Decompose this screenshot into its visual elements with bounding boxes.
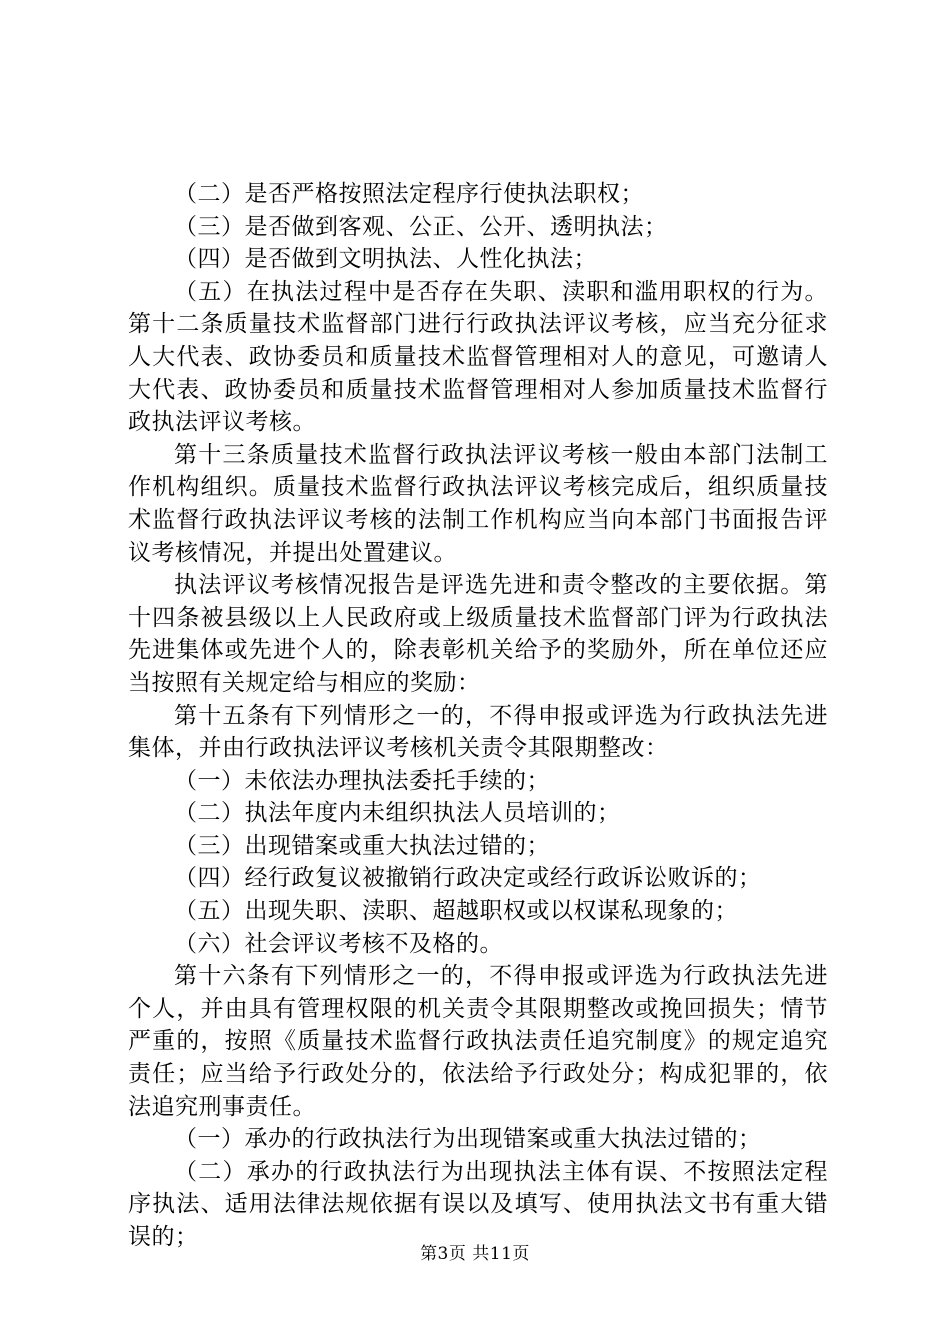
- paragraph-6: 执法评议考核情况报告是评选先进和责令整改的主要依据。第十四条被县级以上人民政府或上级质量技术监督部门评为行政执法先进集体或先进个人的，除表彰机关给予的奖励外，所在单位还应当按照有关规定给与相应的奖励：: [128, 572, 828, 696]
- paragraph-4: （五）在执法过程中是否存在失职、渎职和滥用职权的行为。第十二条质量技术监督部门进行行政执法评议考核，应当充分征求人大代表、政协委员和质量技术监督管理相对人的意见，可邀请人大代表、政协委员和质量技术监督管理相对人参加质量技术监督行政执法评议考核。: [128, 278, 828, 436]
- paragraph-12: （五）出现失职、渎职、超越职权或以权谋私现象的；: [174, 898, 738, 925]
- paragraph-3: （四）是否做到文明执法、人性化执法；: [174, 246, 597, 273]
- paragraph-13: （六）社会评议考核不及格的。: [174, 930, 503, 957]
- paragraph-7: 第十五条有下列情形之一的，不得申报或评选为行政执法先进集体，并由行政执法评议考核机关责令其限期整改：: [128, 702, 828, 762]
- paragraph-11: （四）经行政复议被撤销行政决定或经行政诉讼败诉的；: [174, 865, 762, 892]
- page-number: 第3页: [420, 1244, 467, 1264]
- paragraph-5: 第十三条质量技术监督行政执法评议考核一般由本部门法制工作机构组织。质量技术监督行政执法评议考核完成后，组织质量技术监督行政执法评议考核的法制工作机构应当向本部门书面报告评议考核情况，并提出处置建议。: [128, 441, 828, 566]
- paragraph-9: （二）执法年度内未组织执法人员培训的；: [174, 800, 621, 827]
- paragraph-1: （二）是否严格按照法定程序行使执法职权；: [174, 181, 644, 207]
- document-body: [128, 178, 828, 1254]
- paragraph-14: 第十六条有下列情形之一的，不得申报或评选为行政执法先进个人，并由具有管理权限的机关责令其限期整改或挽回损失；情节严重的，按照《质量技术监督行政执法责任追究制度》的规定追究责任；应当给予行政处分的，依法给予行政处分；构成犯罪的，依法追究刑事责任。: [128, 963, 828, 1120]
- paragraph-8: （一）未依法办理执法委托手续的；: [174, 767, 550, 794]
- paragraph-15: （一）承办的行政执法行为出现错案或重大执法过错的；: [174, 1126, 762, 1153]
- page-footer: [0, 1244, 950, 1264]
- paragraph-10: （三）出现错案或重大执法过错的；: [174, 832, 550, 859]
- paragraph-16: （二）承办的行政执法行为出现执法主体有误、不按照法定程序执法、适用法律法规依据有误以及填写、使用执法文书有重大错误的；: [128, 1158, 828, 1250]
- page-total: 共11页: [472, 1244, 530, 1264]
- paragraph-2: （三）是否做到客观、公正、公开、透明执法；: [174, 213, 668, 240]
